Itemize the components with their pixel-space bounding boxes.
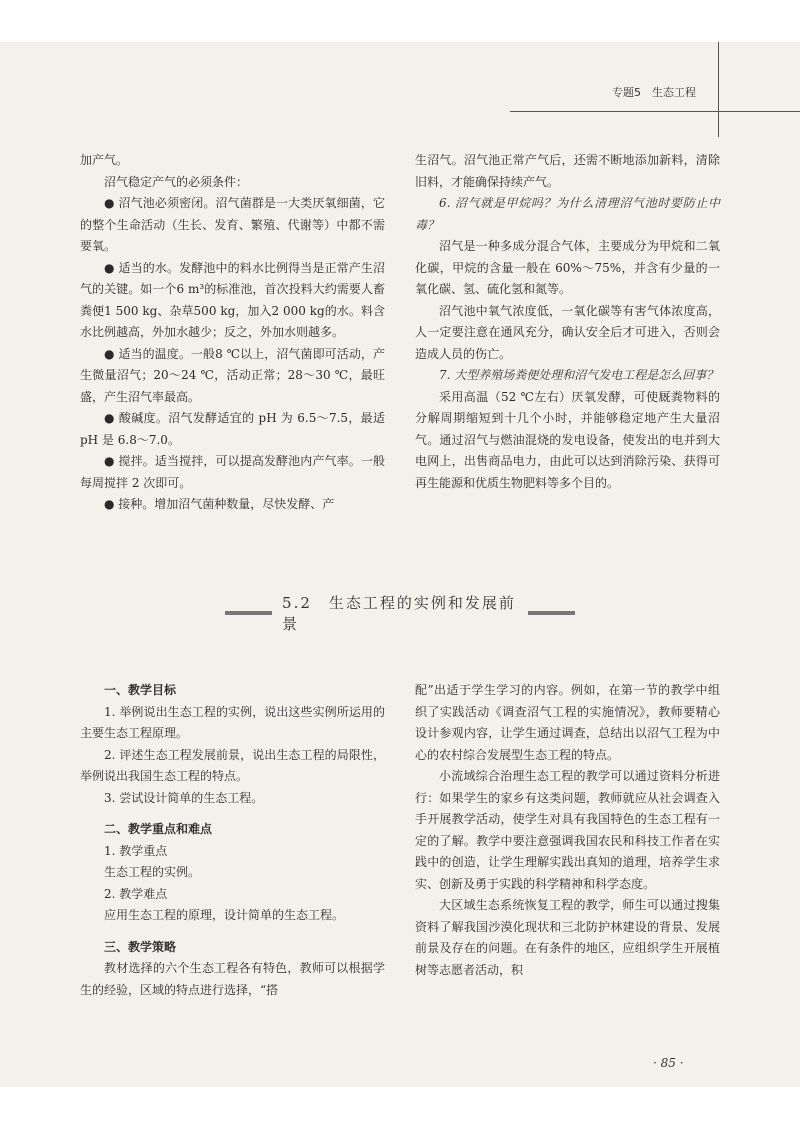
upper-left-column xyxy=(80,150,385,516)
section-heading: 三、教学策略 xyxy=(104,939,177,954)
paragraph: 沼气稳定产气的必须条件： xyxy=(104,174,249,189)
objective-item: 2. 评述生态工程发展前景，说出生态工程的局限性，举例说出我国生态工程的特点。 xyxy=(80,747,385,783)
objective-item: 1. 举例说出生态工程的实例，说出这些实例所运用的主要生态工程原理。 xyxy=(80,704,385,740)
bullet-paragraph: ● 酸碱度。沼气发酵适宜的 pH 为 6.5～7.5，最适 pH 是 6.8～7.0。 xyxy=(80,411,385,447)
paragraph: 沼气池中氧气浓度低，一氧化碳等有害气体浓度高，人一定要注意在通风充分，确认安全后才可进入，否则会造成人员的伤亡。 xyxy=(415,303,720,361)
section-heading: 一、教学目标 xyxy=(104,683,177,697)
section-title-text: 5.2 生态工程的实例和发展前景 xyxy=(282,594,516,633)
paragraph: 沼气是一种多成分混合气体，主要成分为甲烷和二氧化碳，甲烷的含量一般在 60%～75%，并含有少量的一氧化碳、氢、硫化氢和氮等。 xyxy=(415,239,720,296)
title-left-bar xyxy=(225,611,272,615)
page-number: · 85 · xyxy=(653,1056,684,1070)
bullet-paragraph: ● 沼气池必须密闭。沼气菌群是一大类厌氧细菌，它的整个生命活动（生长、发育、繁殖、代谢等）中都不需要氧。 xyxy=(80,196,385,253)
question-heading: 6. 沼气就是甲烷吗？为什么清理沼气池时要防止中毒？ xyxy=(415,196,720,232)
bullet-paragraph: ● 接种。增加沼气菌种数量，尽快发酵、产 xyxy=(104,497,335,511)
paragraph: 生态工程的实例。 xyxy=(104,865,201,879)
question-heading: 7. 大型养殖场粪便处理和沼气发电工程是怎么回事？ xyxy=(439,368,719,382)
paragraph: 应用生态工程的原理，设计简单的生态工程。 xyxy=(104,908,345,922)
subheading: 2. 教学难点 xyxy=(104,886,168,901)
subheading: 1. 教学重点 xyxy=(104,843,168,858)
bullet-paragraph: ● 适当的水。发酵池中的料水比例得当是正常产生沼气的关键。如一个6 m³的标准池，首次投料大约需要人畜粪便1 500 kg、杂草500 kg，加入2 000 kg的水。料含水比例越高，外加水越少；反之，外加水则越多。 xyxy=(80,260,385,339)
paragraph: 采用高温（52 ℃左右）厌氧发酵，可使厩粪物料的分解周期缩短到十几个小时，并能够稳定地产生大量沼气。通过沼气与燃油混烧的发电设备，使发出的电并到大电网上，出售商品电力，由此可以达到消除污染、获得可再生能源和优质生物肥料等多个目的。 xyxy=(415,389,720,490)
section-heading: 二、教学重点和难点 xyxy=(104,822,213,836)
title-right-bar xyxy=(528,611,575,615)
paragraph: 教材选择的六个生态工程各有特色，教师可以根据学生的经验，区域的特点进行选择，“搭 xyxy=(80,961,385,997)
header-vertical-rule xyxy=(718,42,719,137)
upper-right-column xyxy=(415,150,720,494)
objective-item: 3. 尝试设计简单的生态工程。 xyxy=(104,790,264,805)
section-title xyxy=(215,594,585,633)
paragraph: 大区域生态系统恢复工程的教学，师生可以通过搜集资料了解我国沙漠化现状和三北防护林建设的背景、发展前景及存在的问题。在有条件的地区，应组织学生开展植树等志愿者活动，积 xyxy=(415,898,720,977)
bullet-paragraph: ● 搅拌。适当搅拌，可以提高发酵池内产气率。一般每周搅拌 2 次即可。 xyxy=(80,454,385,490)
bullet-paragraph: ● 适当的温度。一般8 ℃以上，沼气菌即可活动，产生微量沼气；20～24 ℃，活动正常；28～30 ℃，最旺盛，产生沼气率最高。 xyxy=(80,346,385,404)
lower-left-column xyxy=(80,680,385,1001)
header-horizontal-rule xyxy=(510,111,800,112)
lower-right-column xyxy=(415,680,720,981)
running-header: 专题5 生态工程 xyxy=(612,86,696,99)
paragraph: 小流域综合治理生态工程的教学可以通过资料分析进行：如果学生的家乡有这类问题，教师就应从社会调查入手开展教学活动，使学生对具有我国特色的生态工程有一定的了解。教学中要注意强调我国农民和科技工作者在实践中的创造，让学生理解实践出真知的道理，培养学生求实、创新及勇于实践的科学精神和科学态度。 xyxy=(415,769,720,891)
paragraph: 加产气。 xyxy=(80,153,129,167)
paragraph: 生沼气。沼气池正常产气后，还需不断地添加新料，清除旧料，才能确保持续产气。 xyxy=(415,153,720,189)
paragraph: 配”出适于学生学习的内容。例如，在第一节的教学中组织了实践活动《调查沼气工程的实施情况》，教师要精心设计参观内容，让学生通过调查，总结出以沼气工程为中心的农村综合发展型生态工程的特点。 xyxy=(415,683,720,762)
